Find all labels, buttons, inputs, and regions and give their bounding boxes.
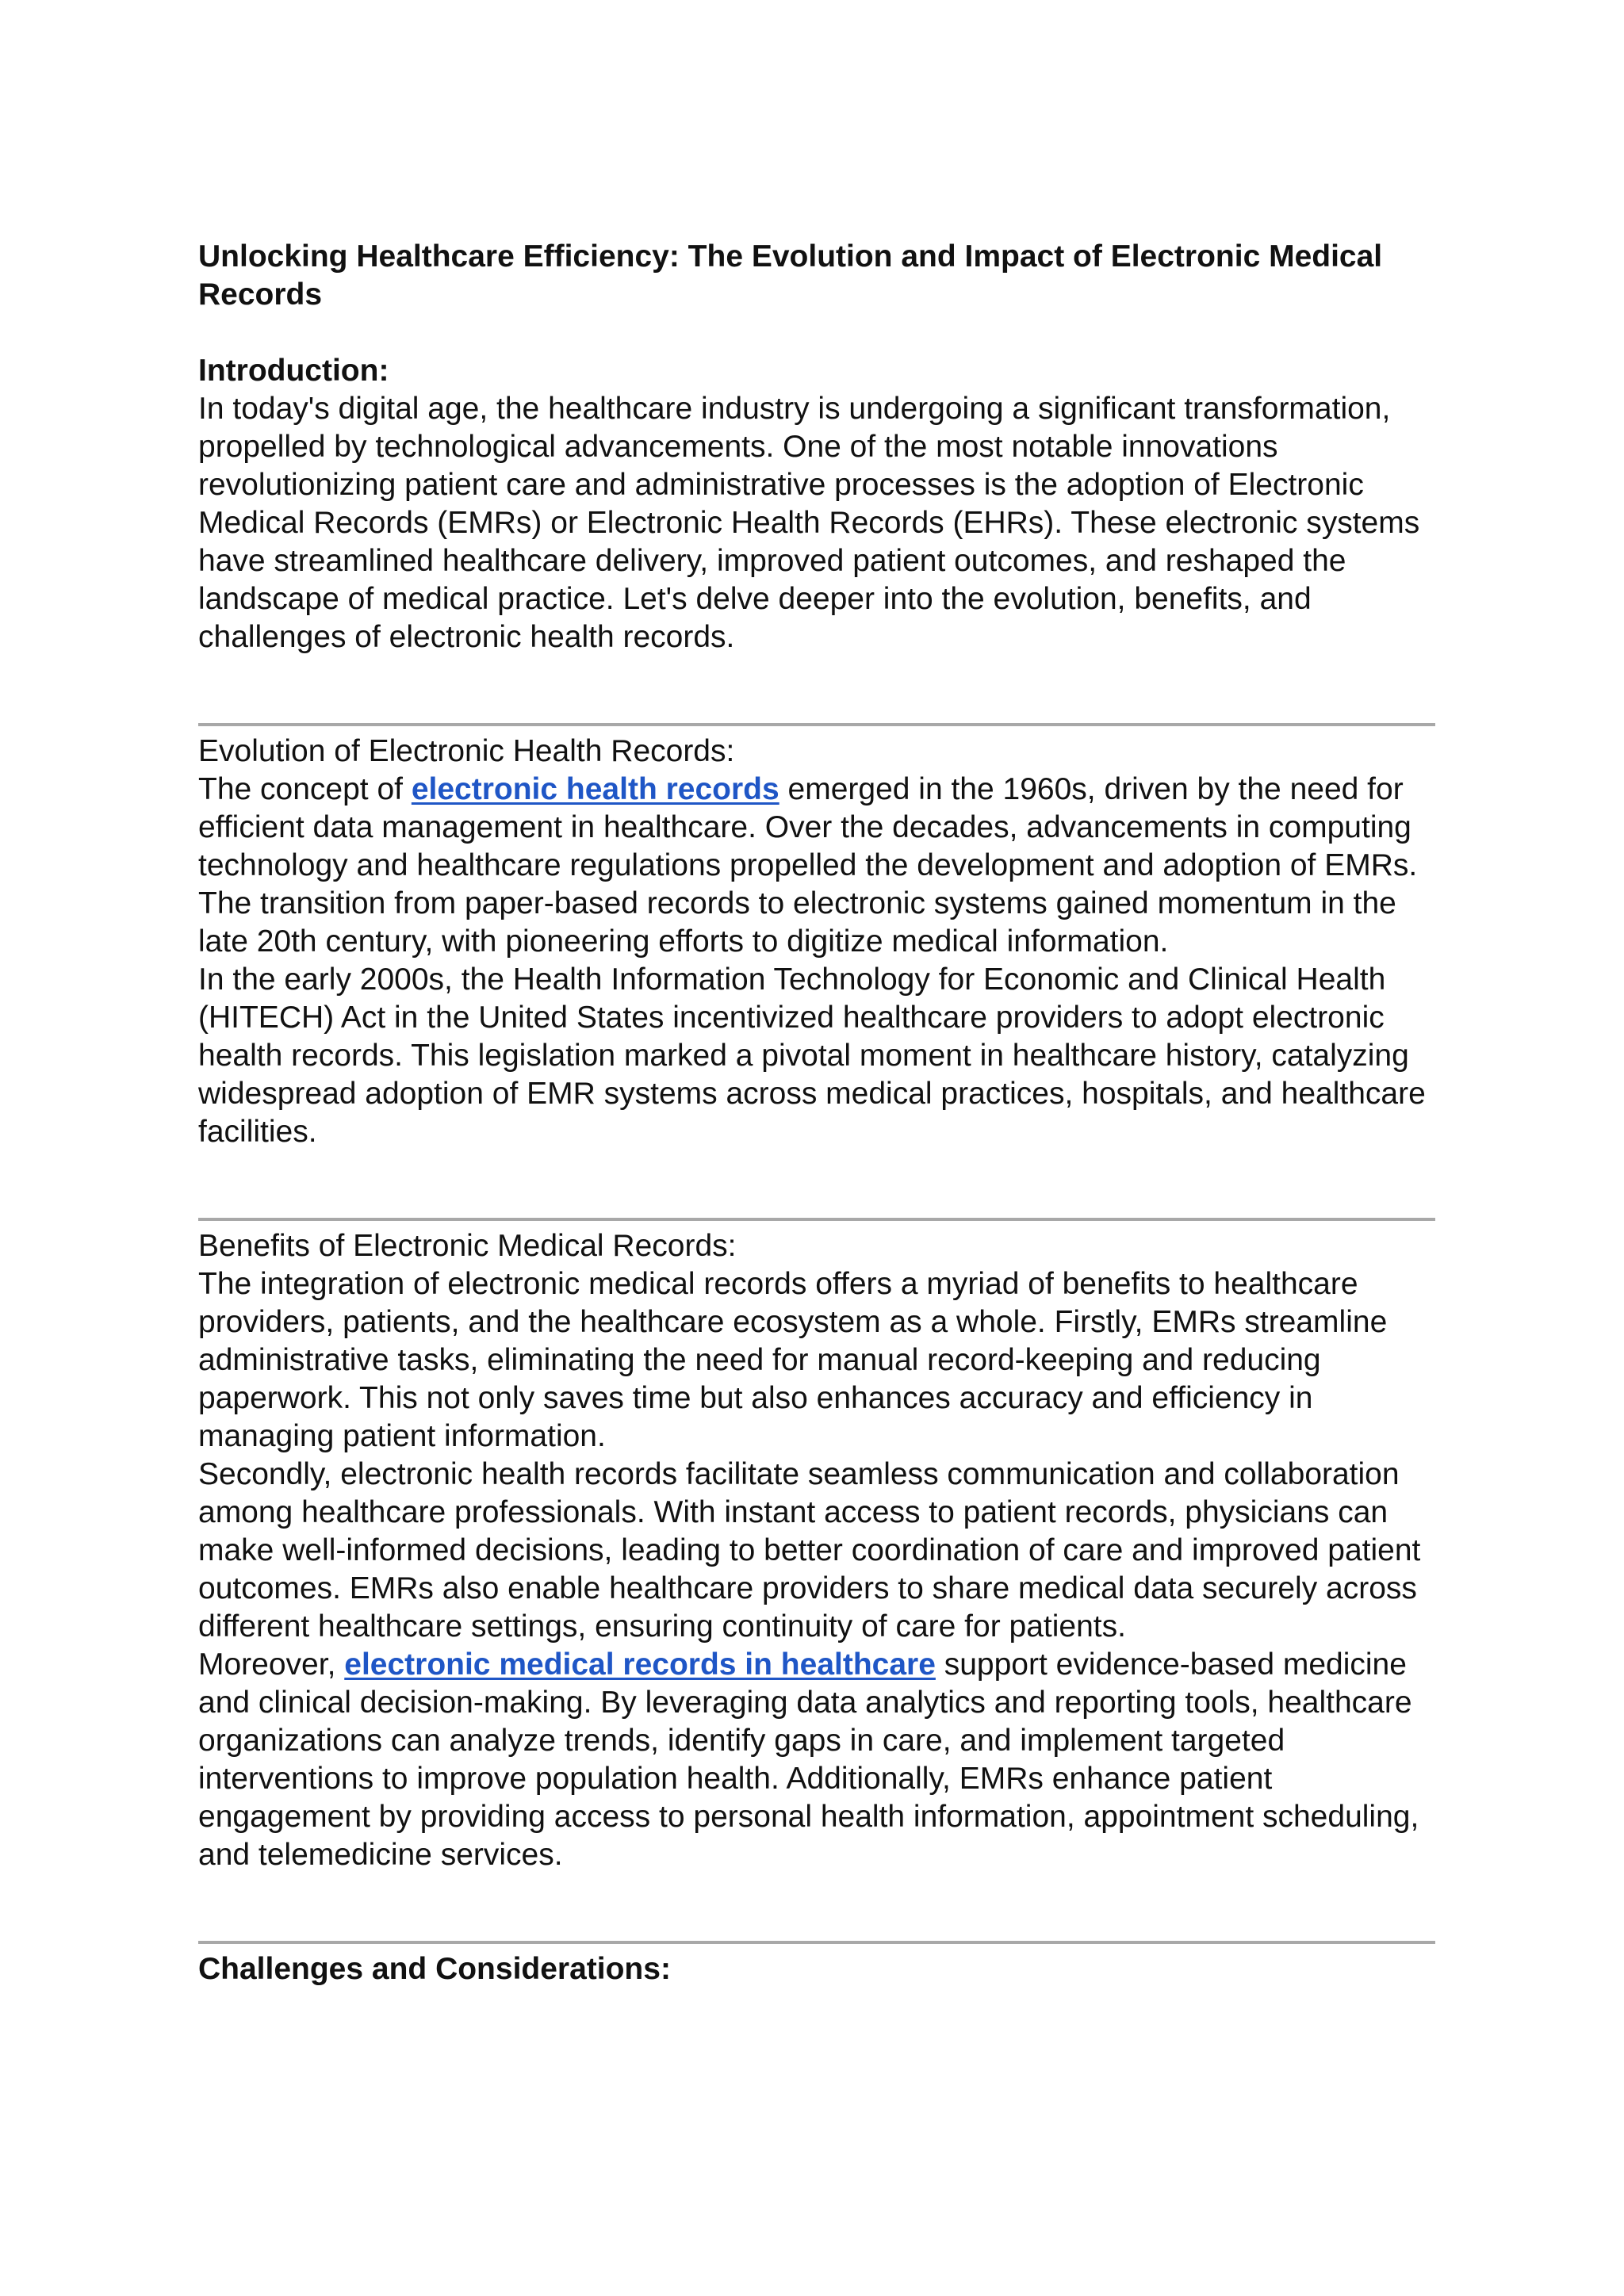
electronic-health-records-link[interactable]: electronic health records: [411, 772, 779, 806]
evolution-paragraph-2: In the early 2000s, the Health Information Technology for Economic and Clinical Health (HITECH) Act in the United States incentivized healthcare providers to adopt electronic health records. This legislation marked a pivotal moment in healthcare history, catalyzing widespread adoption of EMR systems across medical practices, hospitals, and healthcare facilities.: [198, 962, 1426, 1149]
benefits-paragraph-3: [198, 1646, 1435, 1874]
document-title: Unlocking Healthcare Efficiency: The Evolution and Impact of Electronic Medical Records: [198, 239, 1383, 312]
benefits-paragraph-2: Secondly, electronic health records facilitate seamless communication and collaboration among healthcare professionals. With instant access to patient records, physicians can make well-informed decisions, leading to better coordination of care and improved patient outcomes. EMRs also enable healthcare providers to share medical data securely across different healthcare settings, ensuring continuity of care for patients.: [198, 1457, 1421, 1644]
evolution-heading: Evolution of Electronic Health Records:: [198, 734, 735, 768]
benefits-paragraph-3-rest: support evidence-based medicine and clinical decision-making. By leveraging data analytics and reporting tools, healthcare organizations can analyze trends, identify gaps in care, and implement targeted interventions to improve population health. Additionally, EMRs enhance patient engagement by providing access to personal health information, appointment scheduling, and telemedicine services.: [198, 1647, 1419, 1872]
evolution-paragraph-1-rest: emerged in the 1960s, driven by the need for efficient data management in healthcare. Over the decades, advancements in computing technology and healthcare regulations propelled the development and adoption of EMRs. The transition from paper-based records to electronic systems gained momentum in the late 20th century, with pioneering efforts to digitize medical information.: [198, 772, 1418, 959]
benefits-paragraph-1: The integration of electronic medical records offers a myriad of benefits to healthcare providers, patients, and the healthcare ecosystem as a whole. Firstly, EMRs streamline administrative tasks, eliminating the need for manual record-keeping and reducing paperwork. This not only saves time but also enhances accuracy and efficiency in managing patient information.: [198, 1267, 1388, 1453]
benefits-heading: Benefits of Electronic Medical Records:: [198, 1229, 737, 1263]
electronic-medical-records-in-healthcare-link[interactable]: electronic medical records in healthcare: [344, 1647, 936, 1682]
introduction-paragraph: In today's digital age, the healthcare industry is undergoing a significant transformation, propelled by technological advancements. One of the most notable innovations revolutionizing patient care and administrative processes is the adoption of Electronic Medical Records (EMRs) or Electronic Health Records (EHRs). These electronic systems have streamlined healthcare delivery, improved patient outcomes, and reshaped the landscape of medical practice. Let's delve deeper into the evolution, benefits, and challenges of electronic health records.: [198, 392, 1420, 654]
evolution-paragraph-1-lead: The concept of: [198, 772, 412, 806]
introduction-heading: Introduction:: [198, 354, 389, 388]
challenges-heading: Challenges and Considerations:: [198, 1952, 671, 1986]
evolution-paragraph-1: [198, 771, 1435, 961]
document-page: [198, 238, 1435, 1988]
benefits-paragraph-3-lead: Moreover,: [198, 1647, 345, 1682]
